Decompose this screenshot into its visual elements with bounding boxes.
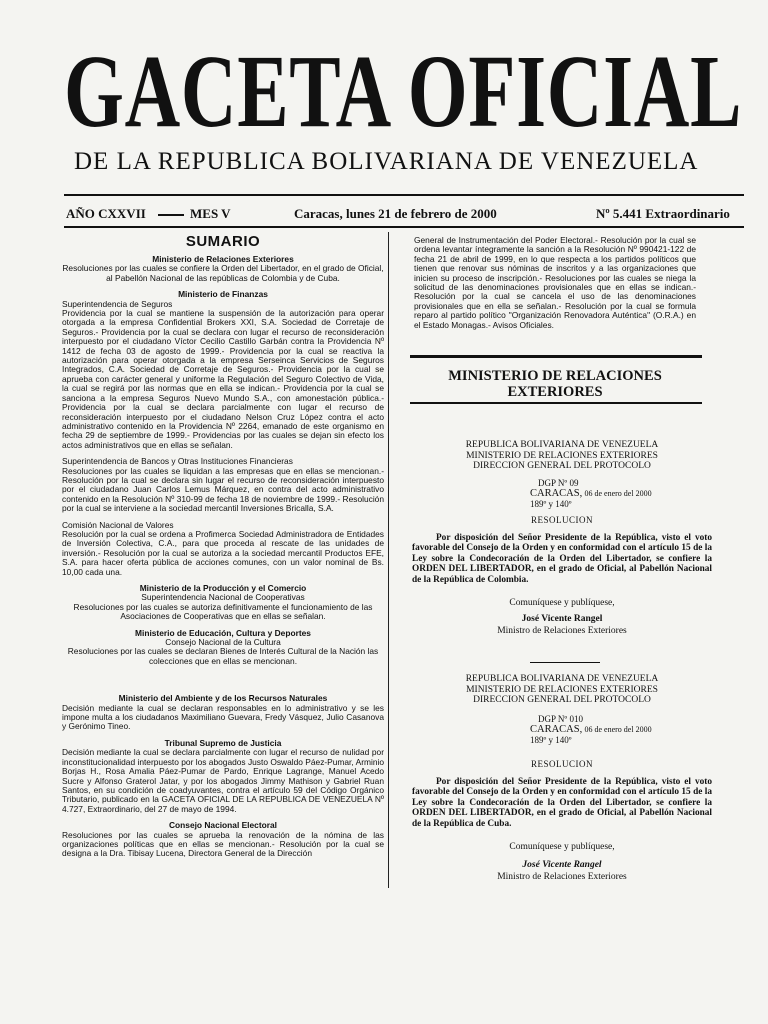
- sumario-continuation: General de Instrumentación del Poder Electoral.- Resolución por la cual se ordena levantar íntegramente la sanción a la Resolución Nº 990421-122 de fecha 21 de abril de 1999, en lo que respecta a los partidos políticos que tienen que renovar sus nóminas de inscritos y a las organizaciones que inicien su proceso de inscripción.- Resoluciones por las cuales se niega la solicitud de las denominaciones provisionales que en ellas se indican.- Resolución por la cual se cancela el uso de las denominaciones provisionales que en ella se señalan.- Resolución por la cual se formula reparo al partido político "Organización Renovadora Auténtica" (O.R.A.) en el Estado Monagas.- Avisos Oficiales.: [414, 235, 696, 330]
- ministry-rule-top: [410, 355, 702, 358]
- sumario-section: [62, 821, 384, 859]
- dgp-number: DGP Nº 09: [538, 477, 579, 488]
- sumario-section: [62, 290, 384, 450]
- signer-name: José Vicente Rangel: [521, 614, 603, 624]
- resolution-1: [412, 440, 712, 637]
- section-heading: Ministerio de Relaciones Exteriores: [152, 254, 294, 264]
- resolution-title: RESOLUCION: [530, 514, 593, 525]
- city: CARACAS,: [530, 723, 583, 735]
- signer-title: Ministro de Relaciones Exteriores: [497, 872, 627, 882]
- header-line: DIRECCION GENERAL DEL PROTOCOLO: [473, 695, 651, 705]
- header-line: REPUBLICA BOLIVARIANA DE VENEZUELA: [465, 440, 659, 450]
- section-text: Superintendencia de Seguros Providencia por la cual se mantiene la suspensión de la autorización para operar otorgada a la empresa Confidential Brokers XXI, S.A. Sociedad de Corretaje de Seguros.- Providencia por la cual se declara con lugar el recurso de reconsideración interpuesto por el ciudadano Víctor Cecilio Castillo Garbán contra la Providencia Nº 1412 de fecha 03 de agosto de 1999.- Providencia por la cual se reactiva la autorización para operar otorgada a la empresa Serseinca Servicios de Seguros Integrados, C.A. Sociedad de Corretaje de Seguros.- Providencia por la cual se aprueba con carácter general y uniforme la Regulación del Seguro Colectivo de Vida, la cual se regirá por las normas que en ella se indican.- Providencia por la cual se sanciona a la empresa Seguros Nuevo Mundo S.A., con amonestación pública.- Providencia por la cual se declara parcialmente con lugar el recurso de reconsideración interpuesto por el ciudadano Nelson Cruz López contra el acto administrativo contenido en la Providencia Nº 2264, emanado de este organismo en fecha 29 de septiembre de 1999.- Providencias por las cuales se dejan sin efecto los actos administrativos que en ellas se señalan.: [62, 298, 384, 450]
- section-heading: Ministerio de Educación, Cultura y Deportes: [135, 627, 311, 638]
- ministry-line-1: MINISTERIO DE RELACIONES: [448, 368, 662, 384]
- top-rule: [64, 194, 744, 196]
- sumario-section: [62, 457, 384, 513]
- resolution-body: Por disposición del Señor Presidente de la República, visto el voto favorable del Consejo de la Orden y en conformidad con el artículo 15 de la Ley sobre la Condecoración de la Orden del Libertador, se confiere la ORDEN DEL LIBERTADOR, en el grado de Oficial, al Pabellón Nacional de la República de Colombia.: [412, 532, 712, 585]
- section-text: Superintendencia Nacional de Cooperativas Resoluciones por las cuales se autoriza definitivamente el funcionamiento de las Asociaciones de Cooperativas que en ellas se señalan.: [73, 592, 373, 622]
- masthead-title: GACETA OFICIAL: [64, 34, 743, 149]
- section-text: Superintendencia de Bancos y Otras Instituciones Financieras Resoluciones por las cuales se liquidan a las empresas que en ellas se mencionan.- Resolución por la cual se declara sin lugar el recurso de reconsideración interpuesto por el ciudadano Juan Carlos Lemus Márquez, en contra del acto administrativo contenido en la Resolución Nº 310-99 de fecha 18 de noviembre de 1999.- Resolución por la cual se interviene a la sociedad mercantil Inversiones Bricalla, S.A.: [62, 456, 384, 514]
- closing: Comuníquese y publíquese,: [509, 598, 615, 608]
- resolution-separator: [530, 662, 600, 663]
- ministry-rule-bottom: [410, 402, 702, 404]
- dateline-rule: [64, 226, 744, 228]
- resolution-years: 189º y 140º: [530, 498, 572, 509]
- issue-date: Caracas, lunes 21 de febrero de 2000: [294, 206, 497, 221]
- header-line: REPUBLICA BOLIVARIANA DE VENEZUELA: [465, 674, 659, 684]
- signature-block: [412, 841, 712, 883]
- city: CARACAS,: [530, 487, 583, 499]
- dgp-number: DGP Nº 010: [538, 713, 583, 724]
- section-text: Comisión Nacional de Valores Resolución por la cual se ordena a Profimerca Sociedad Administradora de Entidades de Inversión Colectiva, C.A., para que proceda al rescate de las unidades de inversión.- Resolución por la cual se autoriza a la sociedad mercantil Productos EFE, S.A. para hacer oferta pública de acciones comunes, con un valor nominal de Bs. 10,00 cada una.: [62, 519, 384, 577]
- dateline: [66, 206, 742, 224]
- header-line: DIRECCION GENERAL DEL PROTOCOLO: [473, 461, 651, 471]
- ministry-line-2: EXTERIORES: [507, 384, 603, 400]
- sumario-section: [62, 629, 384, 667]
- resolution-header: [412, 440, 712, 472]
- section-heading: Consejo Nacional Electoral: [169, 820, 277, 831]
- closing: Comuníquese y publíquese,: [509, 842, 615, 852]
- header-line: MINISTERIO DE RELACIONES EXTERIORES: [466, 684, 658, 695]
- section-text: Decisión mediante la cual se declaran responsables en lo administrativo y se les impone multa a los ciudadanos Maximiliano Guevara, Fredy Vásquez, Julio Casanova y Gerónimo Tineo.: [62, 702, 384, 732]
- signer-name: José Vicente Rangel: [522, 860, 602, 870]
- resolution-meta: [530, 478, 712, 509]
- masthead-subtitle: DE LA REPUBLICA BOLIVARIANA DE VENEZUELA: [74, 148, 699, 175]
- year-label: AÑO CXXVII: [66, 206, 146, 221]
- signer-title: Ministro de Relaciones Exteriores: [497, 626, 627, 636]
- column-divider: [388, 232, 389, 888]
- sumario-column: [62, 232, 384, 866]
- resolution-2: [412, 674, 712, 883]
- section-heading: Ministerio del Ambiente y de los Recursos Naturales: [118, 693, 328, 704]
- section-text: Consejo Nacional de la Cultura Resoluciones por las cuales se declaran Bienes de Interés Cultural de la Nación las colecciones que en ellas se mencionan.: [67, 637, 379, 666]
- header-line: MINISTERIO DE RELACIONES EXTERIORES: [466, 450, 658, 461]
- section-text: Resoluciones por las cuales se confiere la Orden del Libertador, en el grado de Oficial, al Pabellón Nacional de las repúblicas de Colombia y de Cuba.: [62, 263, 384, 283]
- section-heading: Ministerio de la Producción y el Comercio: [139, 583, 307, 593]
- resolution-title: RESOLUCION: [530, 758, 593, 769]
- resolution-date: 06 de enero del 2000: [584, 488, 652, 498]
- sumario-section: [62, 584, 384, 622]
- month-label: MES V: [190, 206, 231, 221]
- section-heading: Ministerio de Finanzas: [178, 289, 268, 300]
- resolution-meta: [530, 714, 712, 745]
- resolution-body: Por disposición del Señor Presidente de la República, visto el voto favorable del Consejo de la Orden y en conformidad con el artículo 15 de la Ley sobre la Condecoración de la Orden del Libertador, se confiere la ORDEN DEL LIBERTADOR, en el grado de Oficial, al Pabellón Nacional de la República de Cuba.: [412, 776, 712, 829]
- section-text: Resoluciones por las cuales se aprueba la renovación de la nómina de las organizaciones políticas que en ellas se mencionan.- Resolución por la cual se designa a la Dra. Tibisay Lucena, Directora General de la Dirección: [62, 829, 384, 859]
- resolution-years: 189º y 140º: [530, 734, 572, 745]
- resolution-header: [412, 674, 712, 706]
- sumario-section: [62, 694, 384, 732]
- ministry-heading: [410, 368, 700, 400]
- section-text: Decisión mediante la cual se declara parcialmente con lugar el recurso de nulidad por inconstitucionalidad interpuesto por los abogados Justo Oswaldo Páez-Pumar, Arminio Borjas H., Rosa Amalia Páez-Pumar de Pardo, Enrique Lagrange, Manuel Acedo Sucre y Alfonso Graterol Jatar, y por los abogados Jimmy Mathison y Gabriel Ruan Santos, en su condición de coadyuvantes, contra el artículo 59 del Código Orgánico Tributario, publicado en la GACETA OFICIAL DE LA REPUBLICA DE VENEZUELA Nº 4.727, Extraordinario, del 27 de mayo de 1994.: [62, 747, 384, 814]
- sumario-section: [62, 739, 384, 814]
- section-heading: Tribunal Supremo de Justicia: [164, 737, 282, 748]
- signature-block: [412, 597, 712, 637]
- sumario-heading: SUMARIO: [185, 233, 261, 250]
- sumario-section: [62, 521, 384, 577]
- sumario-section: [62, 255, 384, 283]
- resolution-date: 06 de enero del 2000: [584, 724, 652, 734]
- issue-number: Nº 5.441 Extraordinario: [596, 206, 730, 221]
- dash: [158, 214, 184, 216]
